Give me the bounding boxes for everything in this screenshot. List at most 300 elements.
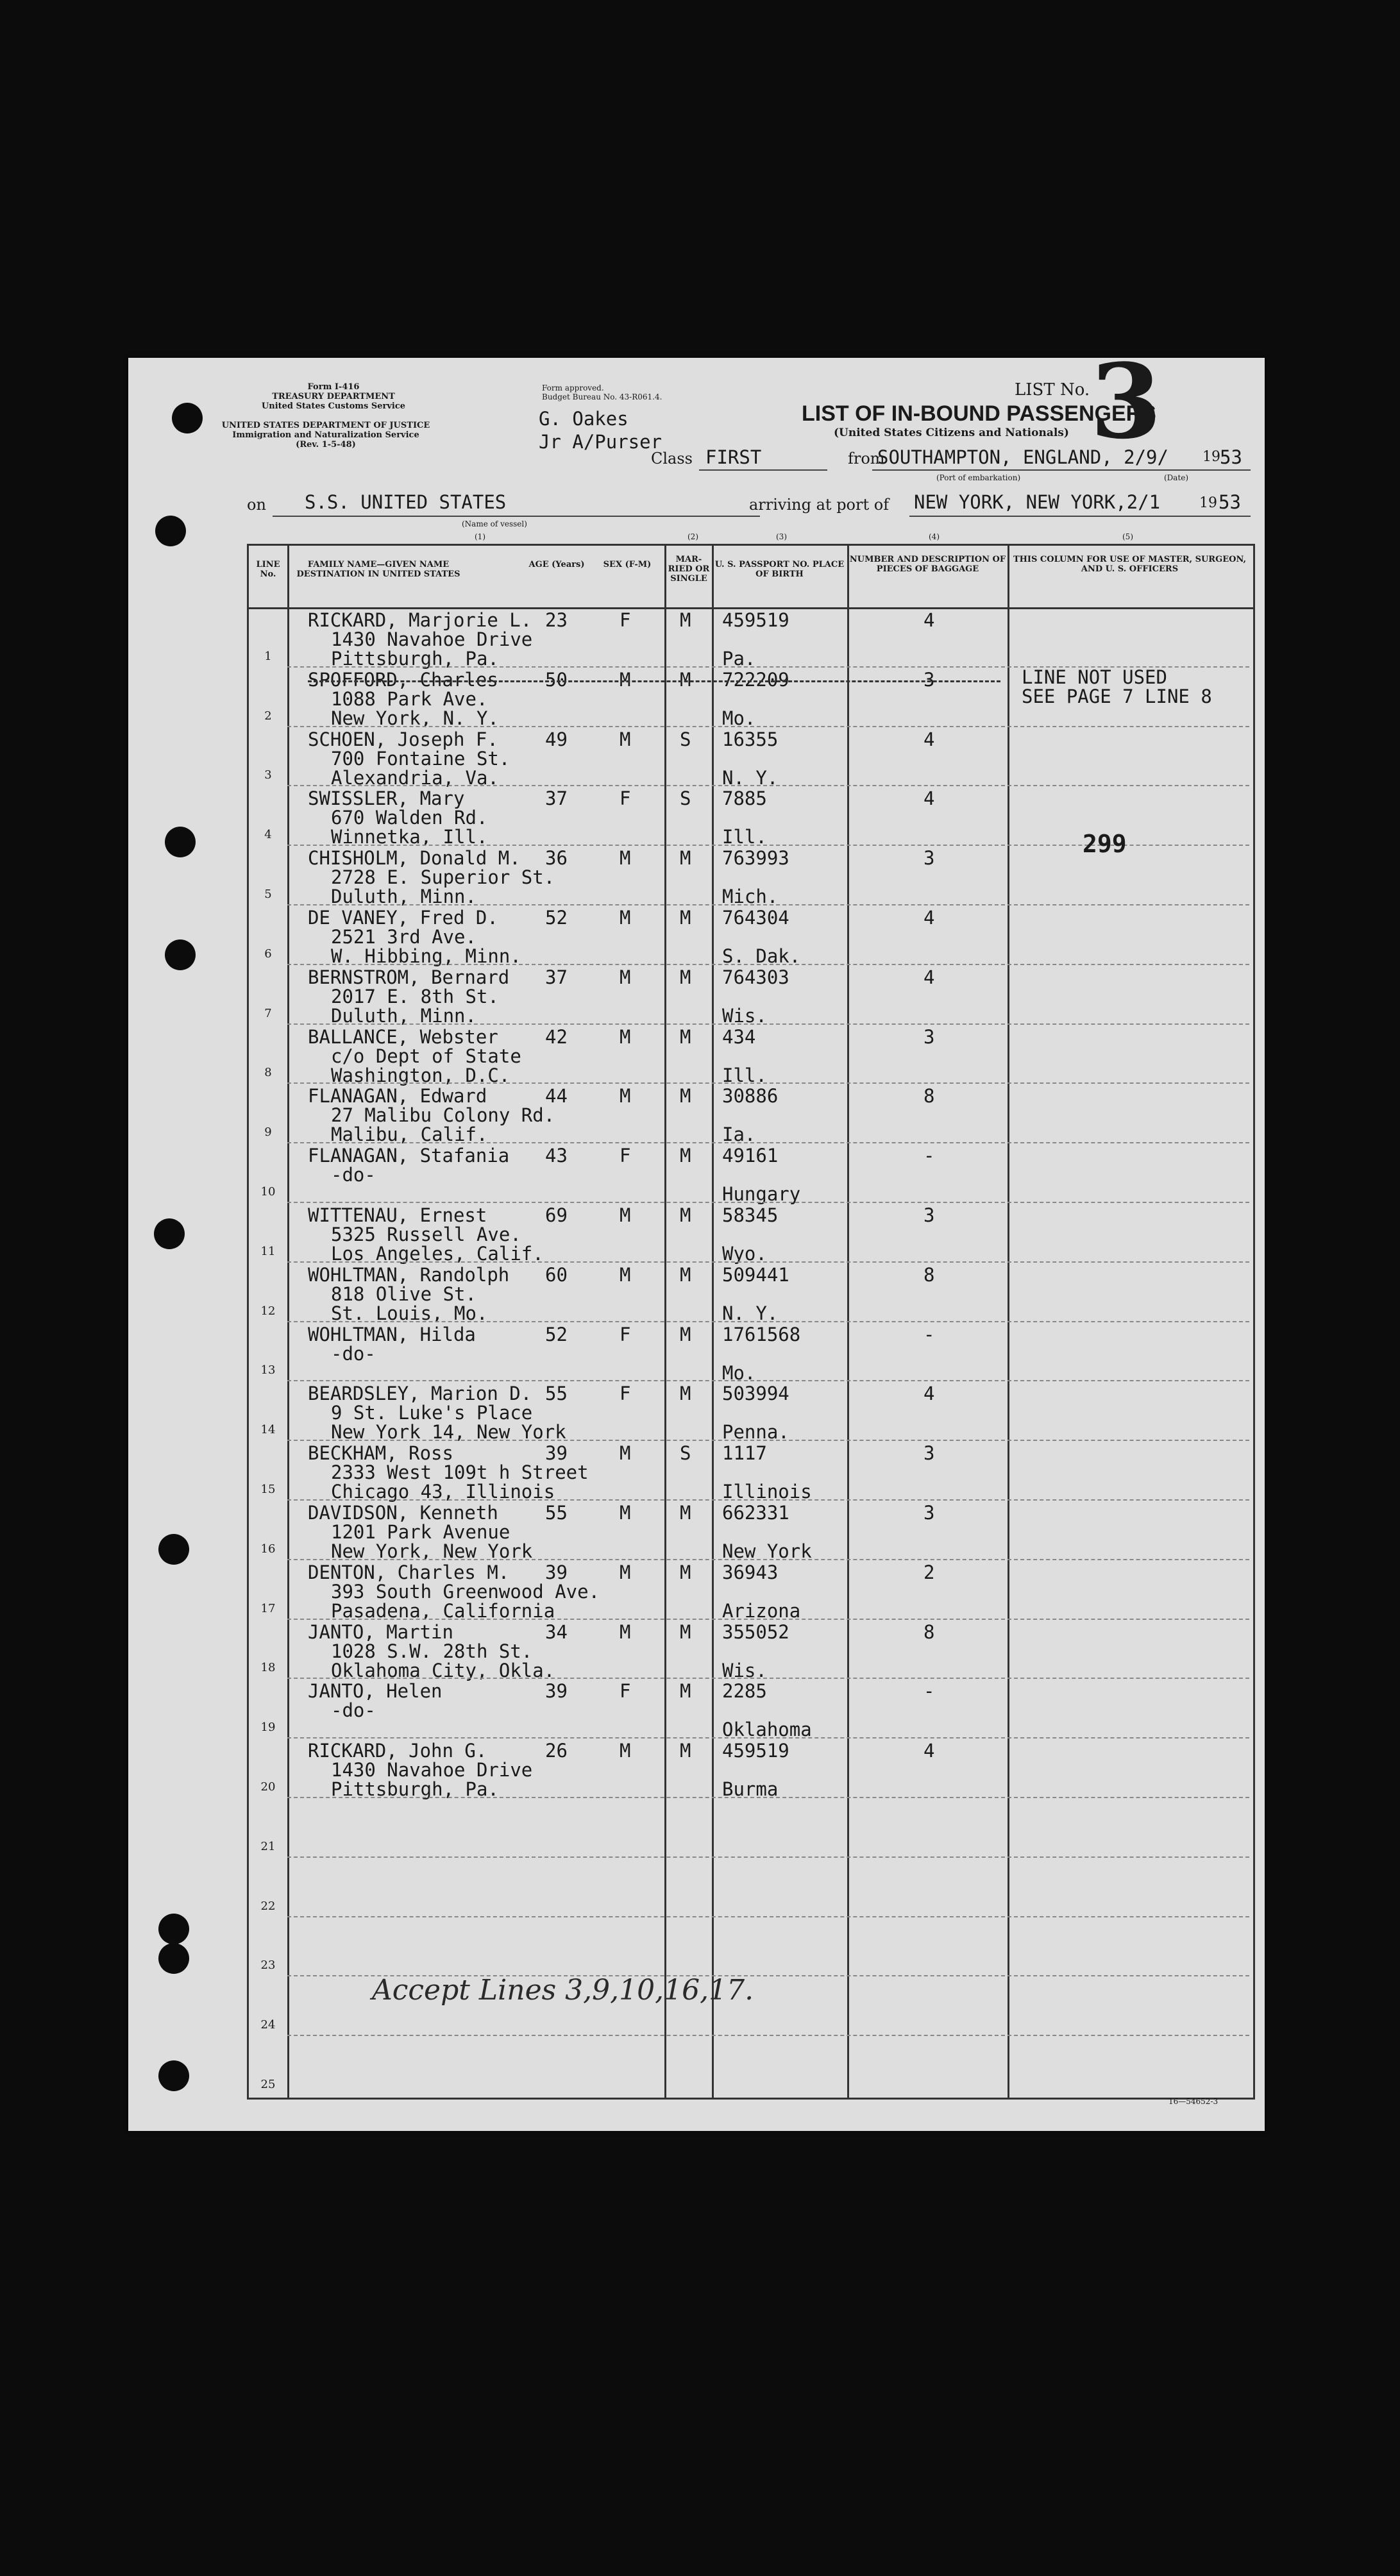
dept-customs: United States Customs Service [261,401,406,411]
address-line-1: 2521 3rd Ave. [331,926,477,948]
place-of-birth: New York [722,1540,812,1562]
baggage-count: 2 [923,1561,935,1583]
age: 37 [545,787,568,810]
line-number: 13 [260,1363,276,1377]
dept-treasury: TREASURY DEPARTMENT [272,392,395,401]
sex: M [620,1502,631,1524]
row-divider [287,1023,1249,1025]
row-divider [287,1916,1249,1917]
row-divider [287,1082,1249,1084]
passport-number: 49161 [722,1145,779,1167]
baggage-count: 3 [923,1502,935,1524]
marital-status: M [680,1085,691,1107]
embarkation-year: 53 [1220,446,1242,468]
sex: M [620,847,631,870]
line-number: 15 [260,1482,276,1496]
line-number: 10 [260,1184,276,1199]
baggage-count: 3 [923,847,935,870]
dept-ins: Immigration and Naturalization Service [232,430,419,440]
sex: F [620,1383,631,1405]
passenger-name: WOHLTMAN, Hilda [308,1323,476,1345]
row-divider [287,1261,1249,1263]
address-line-2: W. Hibbing, Minn. [331,945,521,967]
handwritten-accept-note: Accept Lines 3,9,10,16,17. [372,1974,754,2007]
address-line-1: 2017 E. 8th St. [331,985,499,1007]
address-line-1: 700 Fontaine St. [331,747,510,770]
line-number: 11 [260,1244,276,1258]
marital-status: S [680,787,691,810]
line-number: 17 [260,1601,276,1615]
sex: M [620,966,631,988]
passenger-name: JANTO, Martin [308,1621,453,1643]
baggage-count: 3 [923,1204,935,1226]
officer-remarks: LINE NOT USED SEE PAGE 7 LINE 8 [1022,666,1212,707]
marital-status: M [680,966,691,988]
place-of-birth: Ill. [722,826,767,848]
punch-hole [155,516,186,546]
sex: F [620,609,631,631]
passport-number: 763993 [722,847,789,870]
age: 34 [545,1621,568,1643]
address-line-2: Duluth, Minn. [331,886,477,908]
age: 55 [545,1383,568,1405]
officer-remarks: 299 [1083,830,1127,859]
place-of-birth: Penna. [722,1421,789,1444]
line-number: 8 [264,1066,272,1080]
sex: F [620,787,631,810]
line-number: 25 [260,2077,276,2091]
passenger-name: DE VANEY, Fred D. [308,907,498,929]
age: 26 [545,1740,568,1762]
marital-status: S [680,1442,691,1465]
address-line-1: 1430 Navahoe Drive [331,628,533,650]
place-of-birth: N. Y. [722,766,779,789]
row-divider [287,904,1249,905]
arrival-year-prefix: 19 [1199,495,1217,511]
table-row [249,1383,1249,1442]
age: 55 [545,1502,568,1524]
passenger-name: BERNSTROM, Bernard [308,966,510,988]
baggage-count: 8 [923,1263,935,1286]
passport-number: 459519 [722,1740,789,1762]
passport-number: 509441 [722,1263,789,1286]
age: 60 [545,1263,568,1286]
approval-block [542,383,662,401]
class-value: FIRST [705,446,762,468]
table-row [249,728,1249,788]
address-line-1: 1088 Park Ave. [331,687,488,710]
line-number: 19 [260,1721,276,1735]
age: 52 [545,907,568,929]
marital-status: M [680,1740,691,1762]
place-of-birth: N. Y. [722,1302,779,1324]
address-line-1: 9 St. Luke's Place [331,1402,533,1424]
col-num-1: (1) [475,532,485,541]
line-number: 7 [264,1006,272,1020]
passport-number: 30886 [722,1085,779,1107]
line-number: 14 [260,1423,276,1437]
address-line-1: 27 Malibu Colony Rd. [331,1104,555,1127]
place-of-birth: Wis. [722,1659,767,1681]
age: 43 [545,1145,568,1167]
address-line-1: 670 Walden Rd. [331,807,488,829]
strike-through-line [308,680,1000,682]
passport-number: 662331 [722,1502,789,1524]
sex: M [620,1204,631,1226]
address-line-1: -do- [331,1164,376,1186]
age: 44 [545,1085,568,1107]
address-line-1: -do- [331,1699,376,1722]
address-line-2: Pittsburgh, Pa. [331,648,499,669]
line-number: 16 [260,1542,276,1556]
marital-status: M [680,1502,691,1524]
address-line-2: Pittsburgh, Pa. [331,1778,499,1801]
baggage-count: - [923,1145,935,1167]
table-row [249,1026,1249,1086]
class-label: Class [651,450,693,467]
row-divider [287,726,1249,727]
row-divider [287,964,1249,965]
baggage-count: 4 [923,907,935,929]
row-divider [287,1797,1249,1798]
baggage-count: 4 [923,1740,935,1762]
passenger-name: CHISHOLM, Donald M. [308,847,521,870]
age: 42 [545,1025,568,1048]
document-title: LIST OF IN-BOUND PASSENGERS [802,401,1156,426]
col-num-3: (3) [776,532,787,541]
age: 50 [545,668,568,691]
passport-number: 722209 [722,668,789,691]
baggage-count: 4 [923,787,935,810]
place-of-birth: S. Dak. [722,945,801,967]
passport-number: 434 [722,1025,756,1048]
arrival-underline [909,516,1251,517]
embarkation-year-prefix: 19 [1202,449,1220,465]
address-line-2: St. Louis, Mo. [331,1302,488,1324]
sex: M [620,1740,631,1762]
place-of-birth: Mo. [722,1361,756,1384]
address-line-1: -do- [331,1342,376,1365]
punch-hole [158,1943,189,1974]
passenger-name: BEARDSLEY, Marion D. [308,1383,532,1405]
class-underline [699,469,827,471]
line-number: 1 [264,649,272,663]
marital-status: M [680,609,691,631]
punch-hole [165,827,196,857]
row-divider [287,2035,1249,2036]
sex: M [620,1085,631,1107]
address-line-2: Alexandria, Va. [331,766,499,789]
table-row [249,1264,1249,1324]
address-line-1: 1430 Navahoe Drive [331,1759,533,1781]
marital-status: M [680,907,691,929]
passenger-name: RICKARD, John G. [308,1740,487,1762]
marital-status: S [680,728,691,750]
baggage-count: - [923,1323,935,1345]
header-age: AGE (Years) [528,560,585,569]
address-line-2: Chicago 43, Illinois [331,1481,555,1503]
place-of-birth: Burma [722,1778,779,1801]
passport-number: 764303 [722,966,789,988]
form-agency-block [237,382,430,411]
passenger-name: SWISSLER, Mary [308,787,465,810]
address-line-1: 1028 S.W. 28th St. [331,1640,533,1662]
date-caption: (Date) [1164,473,1189,482]
marital-status: M [680,1145,691,1167]
marital-status: M [680,1323,691,1345]
address-line-1: c/o Dept of State [331,1045,521,1067]
sex: F [620,1145,631,1167]
list-label: LIST No. [1015,380,1090,400]
manifest-page [128,358,1265,2131]
line-number: 22 [260,1899,276,1913]
on-label: on [247,496,266,514]
punch-hole [158,1534,189,1565]
col-num-4: (4) [929,532,940,541]
age: 23 [545,609,568,631]
line-number: 3 [264,768,272,782]
passport-number: 459519 [722,609,789,631]
line-number: 20 [260,1780,276,1794]
address-line-2: New York, New York [331,1540,533,1562]
marital-status: M [680,1383,691,1405]
sex: M [620,1263,631,1286]
baggage-count: 3 [923,668,935,691]
row-divider [287,1142,1249,1143]
passport-number: 503994 [722,1383,789,1405]
sex: M [620,907,631,929]
form-number: Form I-416 [307,382,360,392]
header-passport: U. S. PASSPORT NO. PLACE OF BIRTH [714,560,845,579]
table-row [249,1621,1249,1681]
passenger-name: FLANAGAN, Stafania [308,1145,510,1167]
table-row [249,966,1249,1026]
sex: M [620,1561,631,1583]
passenger-name: BALLANCE, Webster [308,1025,498,1048]
age: 39 [545,1561,568,1583]
form-approved: Form approved. [542,383,604,392]
address-line-2: Winnetka, Ill. [331,826,488,848]
table-row-empty [249,1919,1249,1978]
officer-title: Jr A/Purser [539,431,662,453]
row-divider [287,1321,1249,1322]
row-divider [287,1737,1249,1738]
table-row [249,1442,1249,1502]
passenger-table [247,544,1255,2100]
sex: F [620,1680,631,1703]
table-row [249,907,1249,966]
baggage-count: 4 [923,1383,935,1405]
row-divider [287,785,1249,786]
row-divider [287,1678,1249,1679]
place-of-birth: Wis. [722,1004,767,1027]
header-officers: THIS COLUMN FOR USE OF MASTER, SURGEON, AND U. S. OFFICERS [1013,555,1247,574]
vessel-caption: (Name of vessel) [462,519,527,528]
place-of-birth: Arizona [722,1599,801,1622]
line-number: 21 [260,1839,276,1853]
punch-hole [172,403,203,434]
passport-number: 16355 [722,728,779,750]
row-divider [287,1440,1249,1441]
baggage-count: 4 [923,728,935,750]
table-row-empty [249,2037,1249,2097]
row-divider [287,1202,1249,1203]
marital-status: M [680,1025,691,1048]
address-line-2: Malibu, Calif. [331,1124,488,1146]
dept-justice: UNITED STATES DEPARTMENT OF JUSTICE [221,421,430,430]
passenger-name: WOHLTMAN, Randolph [308,1263,510,1286]
passenger-name: DENTON, Charles M. [308,1561,510,1583]
passport-number: 764304 [722,907,789,929]
table-row-empty [249,1859,1249,1919]
line-number: 6 [264,947,272,961]
address-line-1: 5325 Russell Ave. [331,1224,521,1245]
place-of-birth: Illinois [722,1481,812,1503]
officer-name: G. Oakes [539,408,628,430]
passport-number: 355052 [722,1621,789,1643]
line-number: 9 [264,1125,272,1140]
table-row [249,1680,1249,1740]
marital-status: M [680,1680,691,1703]
passport-number: 2285 [722,1680,767,1703]
baggage-count: 8 [923,1085,935,1107]
passenger-name: BECKHAM, Ross [308,1442,453,1465]
table-row [249,1324,1249,1383]
passenger-name: SPOFFORD, Charles [308,668,498,691]
baggage-count: - [923,1680,935,1703]
marital-status: M [680,668,691,691]
table-row [249,1740,1249,1799]
baggage-count: 4 [923,609,935,631]
punch-hole [165,939,196,970]
header-sex: SEX (F-M) [603,560,652,569]
row-divider [287,1499,1249,1501]
passport-number: 7885 [722,787,767,810]
budget-bureau: Budget Bureau No. 43-R061.4. [542,392,662,401]
address-line-2: New York, N. Y. [331,707,499,729]
vessel-name: S.S. UNITED STATES [305,491,507,513]
place-of-birth: Oklahoma [722,1719,812,1741]
address-line-2: Pasadena, California [331,1599,555,1622]
place-of-birth: Mo. [722,707,756,729]
address-line-1: 818 Olive St. [331,1283,477,1305]
age: 52 [545,1323,568,1345]
table-row-empty [249,1799,1249,1859]
port-caption: (Port of embarkation) [936,473,1021,482]
header-baggage: NUMBER AND DESCRIPTION OF PIECES OF BAGGAGE [849,555,1006,574]
sex: M [620,668,631,691]
table-row [249,1502,1249,1562]
passenger-name: WITTENAU, Ernest [308,1204,487,1226]
place-of-birth: Mich. [722,886,779,908]
col-num-2: (2) [687,532,698,541]
address-line-2: Duluth, Minn. [331,1004,477,1027]
line-number: 12 [260,1304,276,1318]
sex: F [620,1323,631,1345]
table-row [249,666,1249,729]
table-row [249,1562,1249,1621]
baggage-count: 3 [923,1025,935,1048]
age: 39 [545,1442,568,1465]
punch-hole [154,1218,185,1249]
place-of-birth: Pa. [722,648,756,669]
arrival-year: 53 [1219,491,1241,513]
header-name: FAMILY NAME—GIVEN NAME DESTINATION IN UNITED STATES [296,560,460,579]
passport-number: 58345 [722,1204,779,1226]
age: 37 [545,966,568,988]
passport-number: 36943 [722,1561,779,1583]
address-line-1: 1201 Park Avenue [331,1521,510,1543]
address-line-1: 2333 West 109t h Street [331,1461,589,1484]
row-divider [287,1559,1249,1560]
age: 36 [545,847,568,870]
passport-number: 1117 [722,1442,767,1465]
line-number: 24 [260,2018,276,2032]
sex: M [620,728,631,750]
age: 49 [545,728,568,750]
address-line-2: New York 14, New York [331,1421,566,1444]
marital-status: M [680,1263,691,1286]
baggage-count: 8 [923,1621,935,1643]
sex: M [620,1621,631,1643]
from-label: from [848,450,885,467]
embark-underline [872,469,1251,471]
passenger-name: RICKARD, Marjorie L. [308,609,532,631]
line-number: 18 [260,1661,276,1675]
row-divider [287,1619,1249,1620]
table-row [249,1085,1249,1145]
marital-status: M [680,1621,691,1643]
footer-code: 16—54652-3 [1168,2097,1219,2106]
list-number: 3 [1090,358,1162,462]
table-row [249,609,1249,669]
baggage-count: 3 [923,1442,935,1465]
passenger-name: JANTO, Helen [308,1680,443,1703]
sex: M [620,1025,631,1048]
address-line-2: Los Angeles, Calif. [331,1243,544,1265]
age: 69 [545,1204,568,1226]
sex: M [620,1442,631,1465]
address-line-2: Oklahoma City, Okla. [331,1659,555,1681]
place-of-birth: Ill. [722,1064,767,1086]
row-divider [287,1856,1249,1858]
passenger-name: SCHOEN, Joseph F. [308,728,498,750]
header-married: MAR-RIED OR SINGLE [668,555,710,584]
address-line-1: 2728 E. Superior St. [331,866,555,889]
embarkation-value: SOUTHAMPTON, ENGLAND, 2/9/ [877,446,1168,468]
marital-status: M [680,1204,691,1226]
marital-status: M [680,1561,691,1583]
line-number: 2 [264,709,272,723]
line-number: 23 [260,1958,276,1973]
form-revision: (Rev. 1-5-48) [296,440,356,450]
form-agency-block-2 [210,421,441,450]
table-row [249,1204,1249,1264]
document-subtitle: (United States Citizens and Nationals) [834,426,1069,439]
row-divider [287,1380,1249,1381]
arrival-value: NEW YORK, NEW YORK,2/1 [914,491,1161,513]
passport-number: 1761568 [722,1323,801,1345]
place-of-birth: Wyo. [722,1243,767,1265]
place-of-birth: Hungary [722,1183,801,1206]
age: 39 [545,1680,568,1703]
vessel-underline [273,516,760,517]
punch-hole [158,2060,189,2091]
address-line-2: Washington, D.C. [331,1064,510,1086]
baggage-count: 4 [923,966,935,988]
table-row [249,1145,1249,1204]
arriving-label: arriving at port of [749,496,890,514]
